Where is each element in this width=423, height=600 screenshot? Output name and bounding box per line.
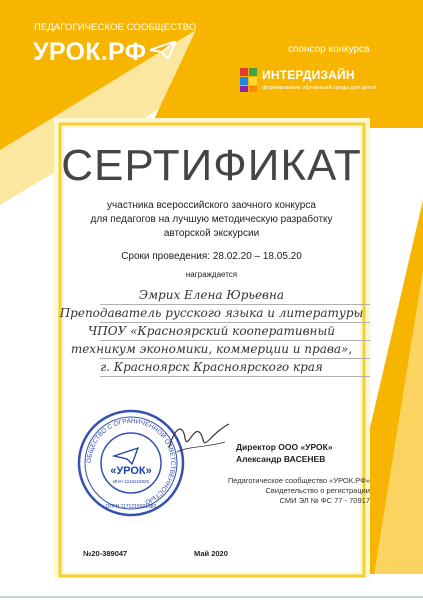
- description-line: авторской экскурсии: [163, 228, 260, 239]
- recipient-position: Преподаватель русского языка и литературы: [59, 306, 364, 320]
- organization-caption: ПЕДАГОГИЧЕСКОЕ СООБЩЕСТВО: [34, 22, 197, 33]
- director-name: Александр ВАСЕНЕВ: [236, 454, 326, 464]
- stamp-ogrn: ОГРН 1171215001980: [105, 504, 157, 510]
- recipient-institution-cont: техникум экономики, коммерции и права»,: [70, 342, 353, 356]
- underline: [100, 340, 370, 341]
- organization-logo: УРОК.РФ: [33, 38, 147, 66]
- certificate-date: Май 2020: [194, 549, 228, 558]
- puzzle-logo-icon: [240, 66, 258, 94]
- underline: [100, 376, 370, 377]
- recipient-name: Эмрих Елена Юрьевна: [138, 288, 285, 302]
- certificate-title: СЕРТИФИКАТ: [61, 141, 362, 190]
- contest-dates: Сроки проведения: 28.02.20 – 18.05.20: [121, 251, 302, 262]
- recipient-institution: ЧПОУ «Красноярский кооперативный: [88, 324, 335, 338]
- stamp-ring-text: ОБЩЕСТВО С ОГРАНИЧЕННОЙ ОТВЕТСТВЕННОСТЬЮ: [85, 417, 177, 506]
- certificate-number: №20-389047: [83, 549, 128, 558]
- registration-line: СМИ ЭЛ № ФС 77 - 70917: [279, 496, 370, 505]
- registration-line: Педагогическое сообщество «УРОК.РФ»: [227, 476, 370, 485]
- awarded-label: награждается: [185, 270, 238, 279]
- director-title: Директор ООО «УРОК»: [236, 442, 333, 452]
- underline: [100, 358, 370, 359]
- stamp-plane-icon: [114, 448, 138, 464]
- sponsor-caption: спонсор конкурса: [288, 44, 370, 55]
- stamp-center-text: «УРОК»: [110, 465, 152, 477]
- underline: [100, 322, 370, 323]
- description-line: для педагогов на лучшую методическую разработку: [90, 214, 333, 225]
- underline: [100, 304, 370, 305]
- paper-plane-icon: [150, 41, 176, 59]
- stamp-inn: ИНН 1215216825: [112, 479, 150, 484]
- sponsor-tagline: формирование обучающей среды для детей: [262, 85, 377, 91]
- recipient-city: г. Красноярск Красноярского края: [100, 360, 323, 374]
- signature-scribble: [165, 418, 235, 458]
- description-line: участника всероссийского заочного конкурса: [107, 200, 316, 211]
- registration-line: Свидетельство о регистрации: [265, 486, 370, 495]
- sponsor-name: ИНТЕРДИЗАЙН: [262, 68, 355, 82]
